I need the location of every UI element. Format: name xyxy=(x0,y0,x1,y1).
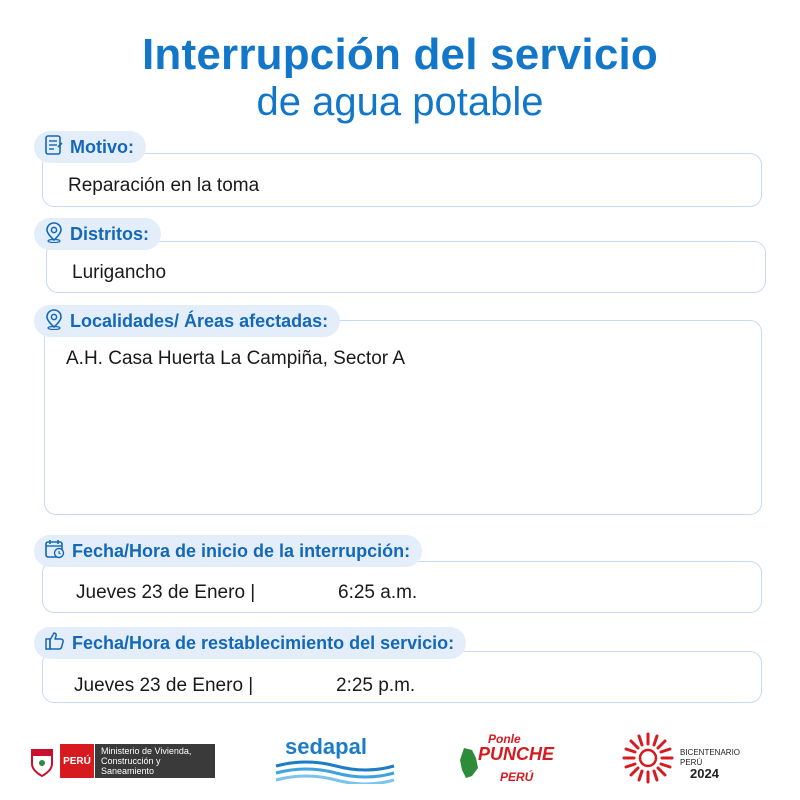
inicio-label-pill xyxy=(34,535,422,567)
location-pin-icon xyxy=(44,308,64,335)
page-title: Interrupción del servicio xyxy=(141,30,659,79)
peru-coat-of-arms-icon xyxy=(28,744,56,783)
footer xyxy=(0,720,800,800)
restablecimiento-time: 2:25 p.m. xyxy=(336,675,416,696)
peru-brand-mark: PERÚ xyxy=(60,744,94,778)
bicentenario-year: 2024 xyxy=(690,766,719,781)
inicio-date: Jueves 23 de Enero | xyxy=(76,582,256,603)
distritos-label: Distritos: xyxy=(70,223,150,244)
distritos-label-pill xyxy=(34,218,161,250)
inicio-label: Fecha/Hora de inicio de la interrupción: xyxy=(72,540,411,561)
motivo-label-pill xyxy=(34,131,146,163)
calendar-clock-icon xyxy=(44,538,66,565)
motivo-value: Reparación en la toma xyxy=(68,175,260,196)
localidades-label: Localidades/ Áreas afectadas: xyxy=(70,310,329,331)
restablecimiento-date: Jueves 23 de Enero | xyxy=(74,675,254,696)
ponle-text: Ponle xyxy=(488,732,521,746)
restablecimiento-label-pill xyxy=(34,627,466,659)
ministry-name: Ministerio de Vivienda, Construcción y Saneamiento xyxy=(95,744,215,778)
localidades-value: A.H. Casa Huerta La Campiña, Sector A xyxy=(66,348,405,369)
restablecimiento-label: Fecha/Hora de restablecimiento del servicio: xyxy=(72,632,455,653)
bicentenario-label: BICENTENARIO PERÚ xyxy=(680,748,741,767)
location-pin-icon xyxy=(44,221,64,248)
ponle-punche-text: PUNCHE xyxy=(478,744,555,764)
distritos-value: Lurigancho xyxy=(72,262,167,283)
localidades-label-pill xyxy=(34,305,340,337)
thumbs-up-icon xyxy=(44,630,66,657)
sedapal-waves-icon xyxy=(274,760,396,789)
ponle-peru-text: PERÚ xyxy=(500,770,534,784)
inicio-time: 6:25 a.m. xyxy=(338,582,418,603)
bicentenario-sunburst-icon xyxy=(620,730,676,791)
peru-map-icon xyxy=(458,746,480,785)
sedapal-logo-text: sedapal xyxy=(285,734,367,759)
clipboard-checklist-icon xyxy=(44,134,64,161)
page-subtitle: de agua potable xyxy=(256,80,544,124)
motivo-label: Motivo: xyxy=(70,136,134,157)
